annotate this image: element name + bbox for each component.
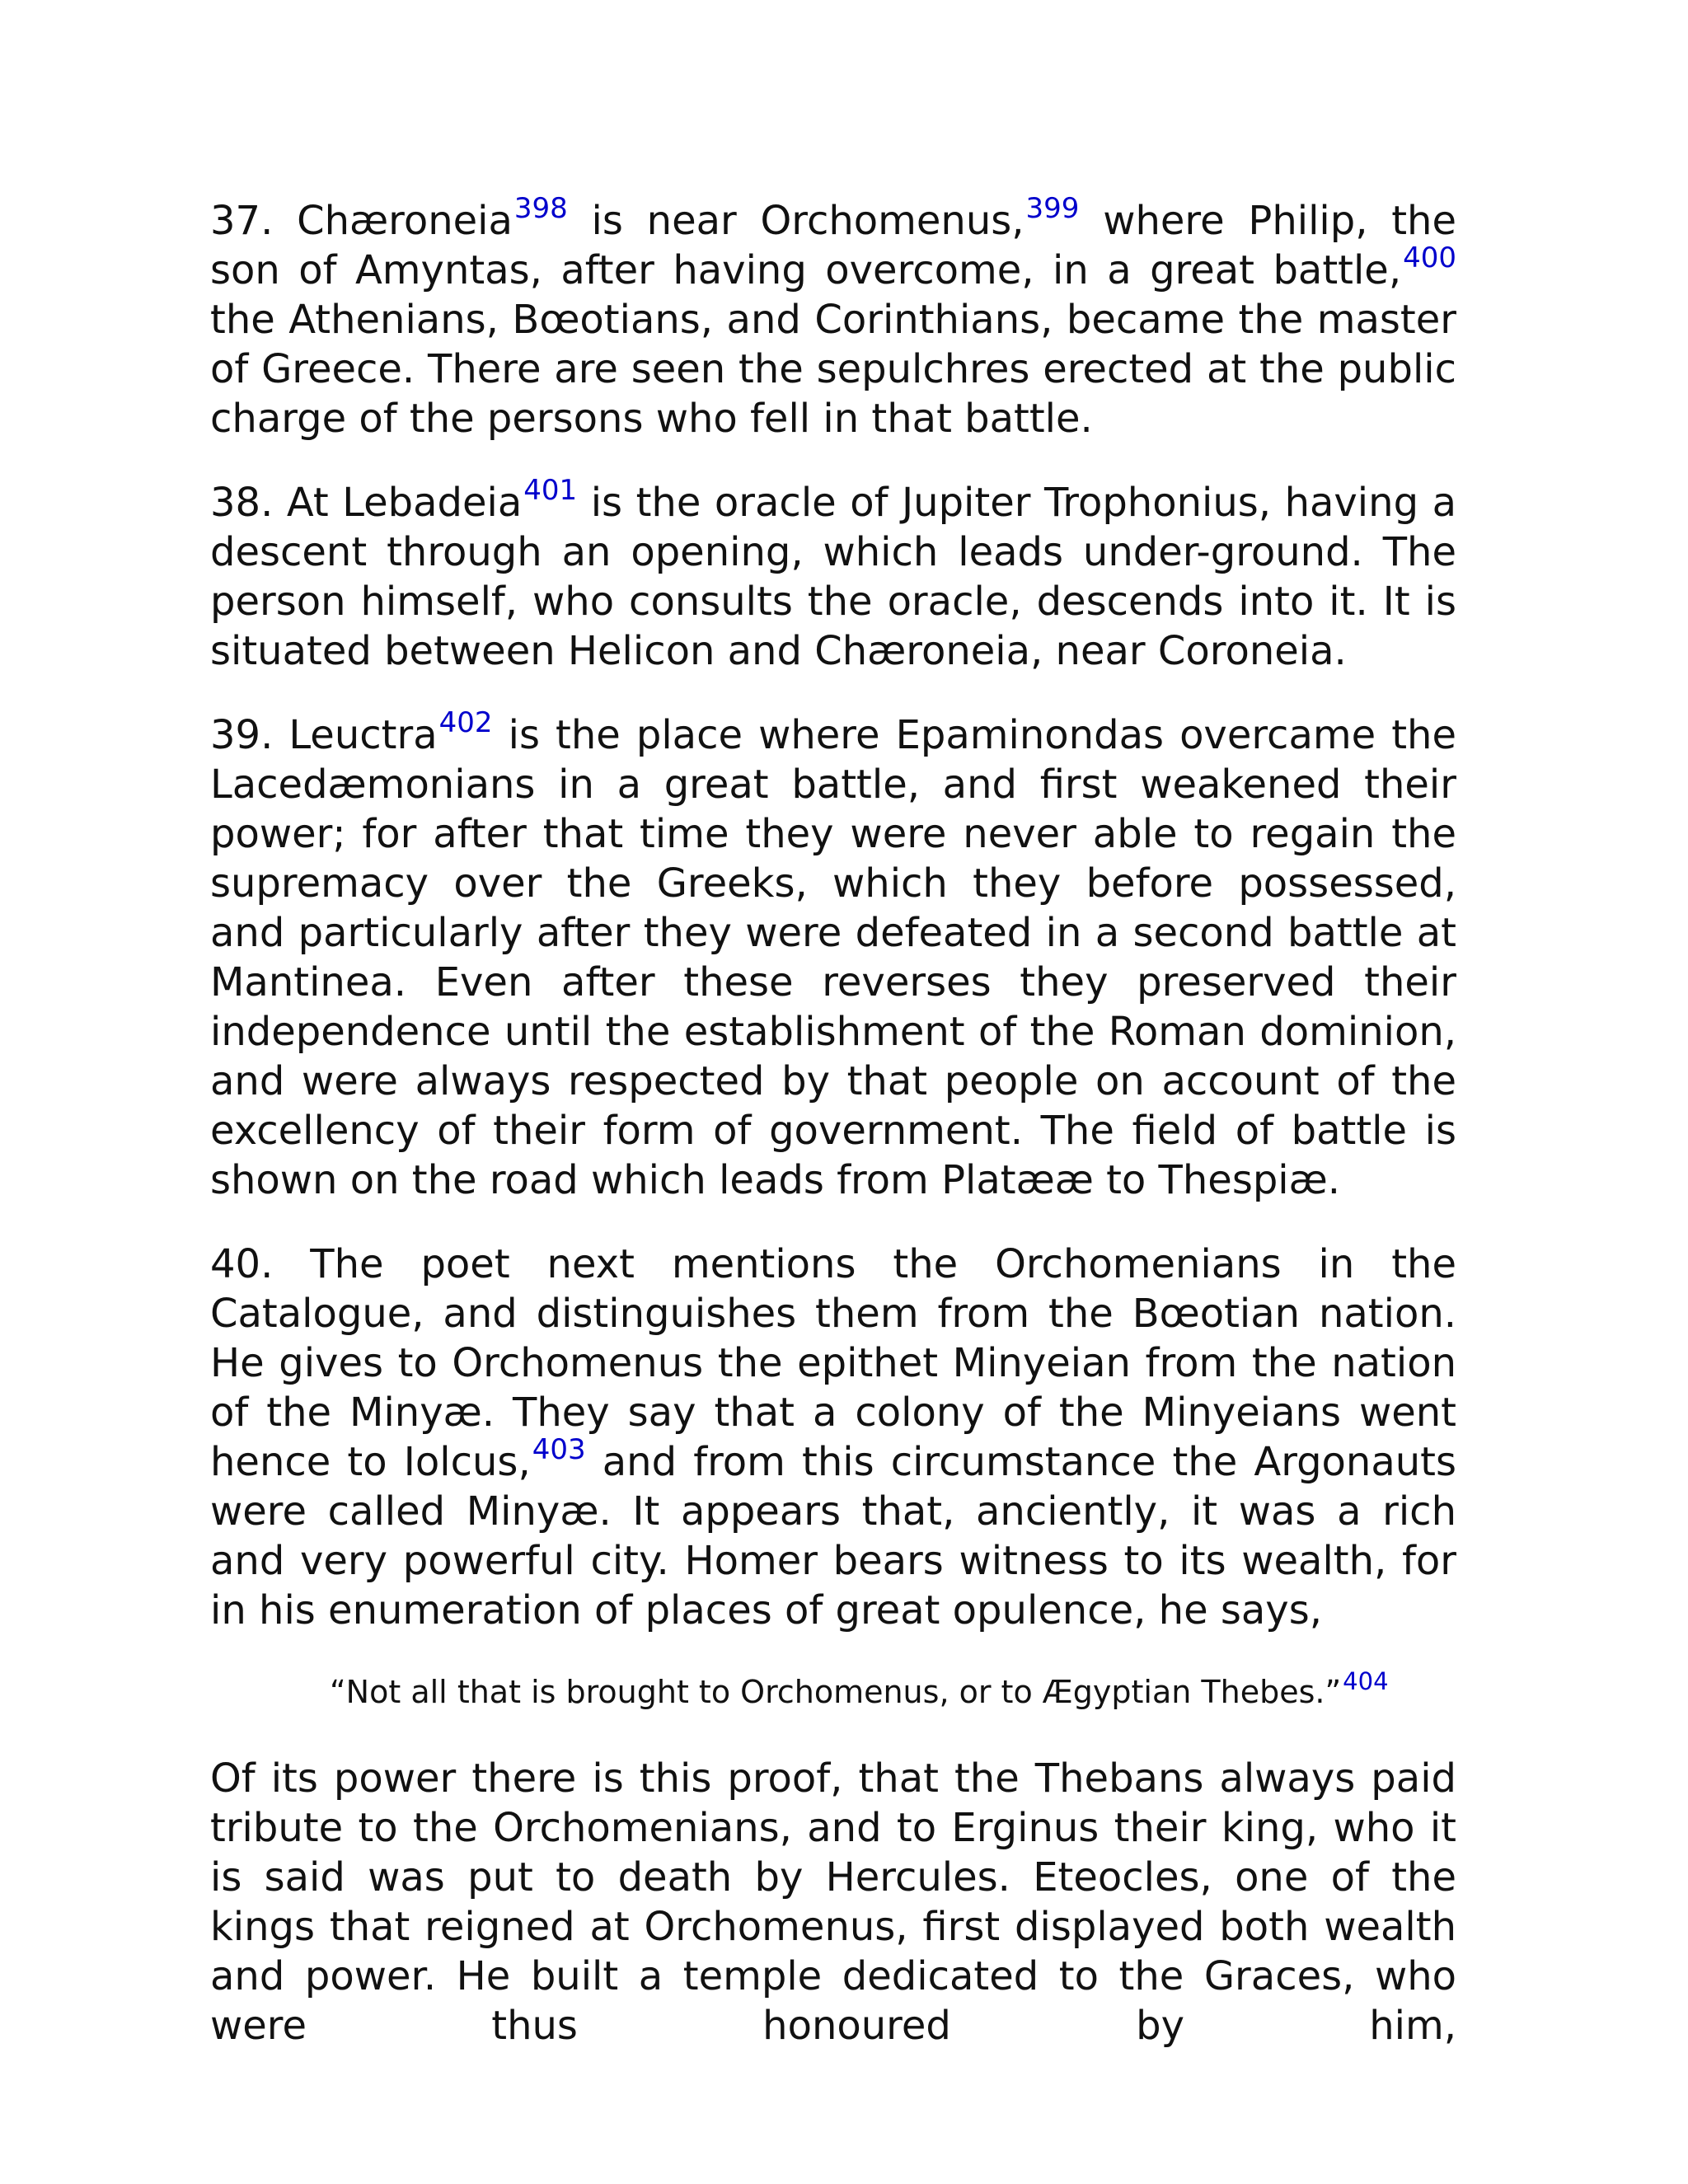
- paragraph-37-text-c: where Philip, the son of Amyntas, after having overcome, in a great battle,: [210, 198, 1456, 293]
- paragraph-37: [210, 192, 1456, 443]
- paragraph-38-text-b: is the oracle of Jupiter Trophonius, having a descent through an opening, which leads under-ground. The person himself, who consults the oracle, descends into it. It is situated between Helicon and Chæroneia, near Coroneia.: [210, 480, 1456, 674]
- paragraph-37-text-a: 37. Chæroneia: [210, 198, 513, 244]
- paragraph-39-text-a: 39. Leuctra: [210, 712, 438, 758]
- paragraph-40-text-b: and from this circumstance the Argonauts were called Minyæ. It appears that, anciently, it was a rich and very powerful city. Homer bears witness to its wealth, for in his enumeration of places of great opulence, he says,: [210, 1439, 1457, 1633]
- paragraph-38-text-a: 38. At Lebadeia: [210, 480, 523, 526]
- footnote-link-399[interactable]: 399: [1025, 192, 1080, 225]
- footnote-link-401[interactable]: 401: [523, 474, 578, 507]
- verse-quotation: [210, 1667, 1456, 1714]
- paragraph-37-text-b: is near Orchomenus,: [567, 198, 1025, 244]
- verse-quotation-text: “Not all that is brought to Orchomenus, or to Ægyptian Thebes.”: [330, 1674, 1342, 1710]
- footnote-link-398[interactable]: 398: [513, 192, 568, 225]
- footnote-link-400[interactable]: 400: [1403, 241, 1456, 274]
- paragraph-39: [210, 706, 1456, 1205]
- paragraph-37-text-d: the Athenians, Bœotians, and Corinthians, became the master of Greece. There are seen the sepulchres erected at the public charge of the persons who fell in that battle.: [210, 297, 1456, 442]
- paragraph-40-text-a: 40. The poet next mentions the Orchomenians in the Catalogue, and distinguishes them from the Bœotian nation. He gives to Orchomenus the epithet Minyeian from the nation of the Minyæ. They say that a colony of the Minyeians went hence to Iolcus,: [210, 1241, 1456, 1485]
- footnote-link-402[interactable]: 402: [438, 706, 493, 739]
- footnote-link-404[interactable]: 404: [1343, 1667, 1389, 1695]
- page-body: [210, 192, 1457, 2085]
- paragraph-38: [210, 474, 1456, 676]
- paragraph-40: [210, 1240, 1456, 1635]
- footnote-link-403[interactable]: 403: [532, 1433, 586, 1466]
- paragraph-39-text-b: is the place where Epaminondas overcame the Lacedæmonians in a great battle, and first weakened their power; for after that time they were never able to regain the supremacy over the Greeks, which they before possessed, and particularly after they were defeated in a second battle at Mantinea. Even after these reverses they preserved their independence until the establishment of the Roman dominion, and were always respected by that people on account of the excellency of their form of government. The field of battle is shown on the road which leads from Platææ to Thespiæ.: [210, 712, 1456, 1203]
- paragraph-41-text: Of its power there is this proof, that the Thebans always paid tribute to the Orchomenians, and to Erginus their king, who it is said was put to death by Hercules. Eteocles, one of the kings that reigned at Orchomenus, first displayed both wealth and power. He built a temple dedicated to the Graces, who were thus honoured by him,: [210, 1755, 1456, 2049]
- paragraph-41: [210, 1754, 1456, 2050]
